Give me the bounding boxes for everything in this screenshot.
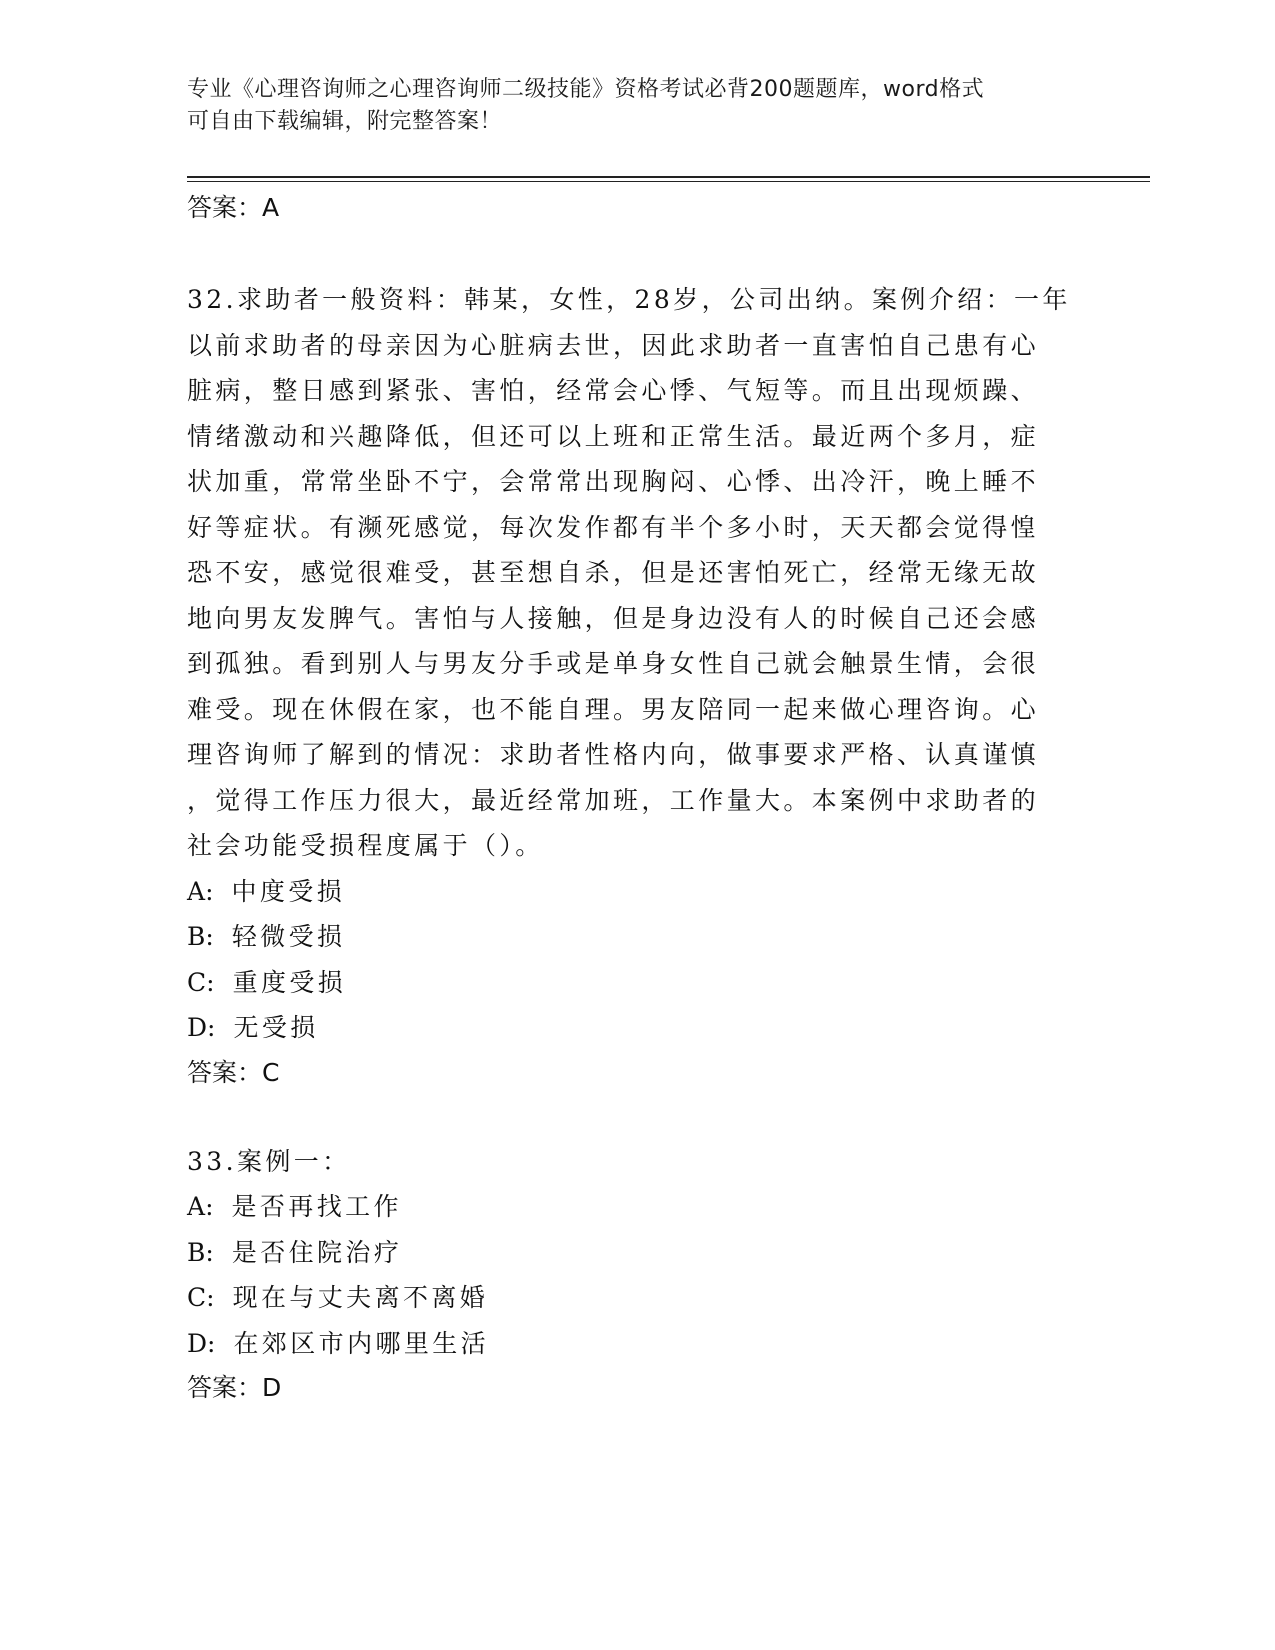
stem-line: 地向男友发脾气。害怕与人接触，但是身边没有人的时候自己还会感	[187, 603, 1040, 633]
option-text: 轻微受损	[231, 922, 346, 951]
answer-label: 答案：	[187, 193, 263, 222]
option-separator: :	[205, 922, 214, 951]
option-key: A	[187, 1192, 206, 1221]
answer-label: 答案：	[187, 1373, 263, 1402]
stem-line: 理咨询师了解到的情况：求助者性格内向，做事要求严格、认真谨慎	[187, 740, 1040, 769]
option-separator: :	[205, 1237, 214, 1267]
option-separator: :	[206, 967, 215, 997]
answer-label: 答案：	[187, 1057, 263, 1087]
option-separator: :	[205, 1192, 214, 1221]
stem-line: 恐不安，感觉很难受，甚至想自杀，但是还害怕死亡，经常无缘无故	[187, 558, 1040, 587]
question-32-answer	[187, 1055, 1087, 1091]
question-32-option-b	[187, 914, 1087, 960]
header-divider-thin	[187, 181, 1150, 182]
option-separator: :	[206, 1283, 215, 1312]
document-body	[187, 190, 1087, 1406]
question-32-option-d	[187, 1005, 1087, 1051]
prev-answer	[187, 190, 1087, 226]
option-text: 现在与丈夫离不离婚	[232, 1283, 489, 1312]
question-32-option-c	[187, 960, 1087, 1006]
option-key: B	[187, 1237, 206, 1267]
option-separator: :	[207, 1013, 216, 1042]
option-separator: :	[207, 1328, 216, 1358]
option-text: 无受损	[233, 1013, 319, 1042]
answer-value: A	[262, 193, 280, 222]
stem-line: 脏病，整日感到紧张、害怕，经常会心悸、气短等。而且出现烦躁、	[187, 376, 1040, 405]
question-33-option-c	[187, 1275, 1087, 1321]
stem-line: 社会功能受损程度属于（）。	[187, 831, 544, 860]
option-key: D	[187, 1328, 208, 1358]
option-text: 重度受损	[232, 967, 347, 997]
question-32-option-a	[187, 869, 1087, 915]
stem-line: 到孤独。看到别人与男友分手或是单身女性自己就会触景生情，会很	[187, 649, 1040, 678]
spacer	[187, 226, 1087, 277]
question-33-option-d	[187, 1321, 1087, 1367]
header-divider-thick	[187, 176, 1150, 178]
answer-value: C	[262, 1057, 280, 1087]
stem-line: 情绪激动和兴趣降低，但还可以上班和正常生活。最近两个多月，症	[187, 421, 1040, 451]
option-key: A	[187, 876, 206, 906]
option-key: C	[187, 967, 207, 997]
document-header	[187, 74, 1087, 138]
option-text: 是否再找工作	[231, 1192, 402, 1221]
stem-line: 好等症状。有濒死感觉，每次发作都有半个多小时，天天都会觉得惶	[187, 512, 1040, 542]
option-key: C	[187, 1283, 207, 1312]
stem-line: 难受。现在休假在家，也不能自理。男友陪同一起来做心理咨询。心	[187, 694, 1040, 724]
header-line-2: 可自由下载编辑，附完整答案！	[187, 109, 503, 134]
question-33-answer	[187, 1370, 1087, 1406]
option-text: 在郊区市内哪里生活	[233, 1328, 490, 1358]
spacer	[187, 1091, 1087, 1139]
question-33-option-b	[187, 1230, 1087, 1276]
question-33-title: 33.案例一：	[187, 1146, 351, 1176]
option-key: D	[187, 1013, 208, 1042]
option-key: B	[187, 922, 206, 951]
option-text: 中度受损	[231, 876, 346, 906]
stem-line: 状加重，常常坐卧不宁，会常常出现胸闷、心悸、出冷汗，晚上睡不	[187, 467, 1040, 496]
stem-line: 以前求助者的母亲因为心脏病去世，因此求助者一直害怕自己患有心	[187, 330, 1040, 360]
question-33-option-a	[187, 1184, 1087, 1230]
question-32-stem	[187, 277, 1087, 869]
header-line-1: 专业《心理咨询师之心理咨询师二级技能》资格考试必背200题题库，word格式	[187, 77, 985, 102]
stem-line: ，觉得工作压力很大，最近经常加班，工作量大。本案例中求助者的	[187, 785, 1040, 815]
answer-value: D	[262, 1373, 282, 1402]
stem-line: 32.求助者一般资料：韩某，女性，28岁，公司出纳。案例介绍：一年	[187, 285, 1071, 314]
option-text: 是否住院治疗	[231, 1237, 403, 1267]
option-separator: :	[205, 876, 214, 906]
